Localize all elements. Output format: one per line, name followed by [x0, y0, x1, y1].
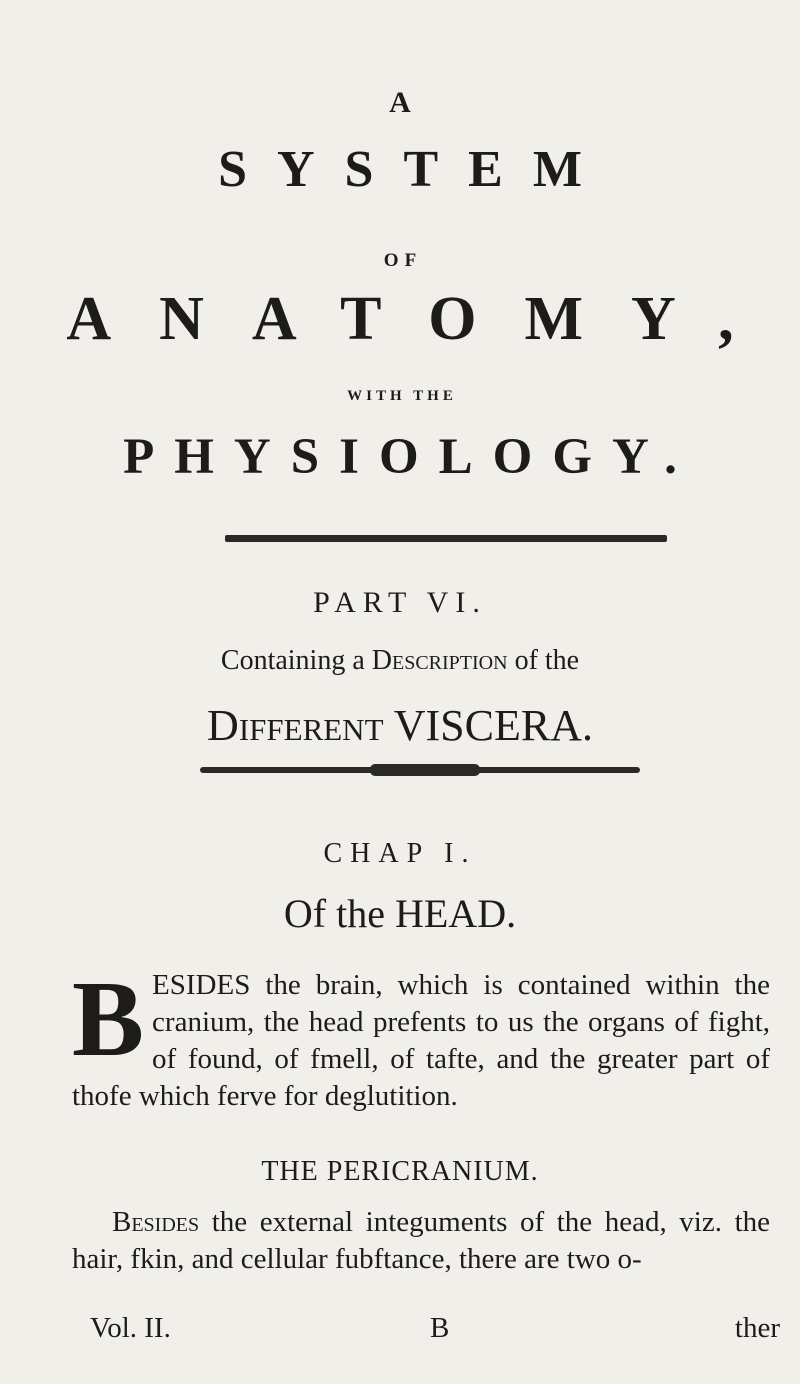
ornamental-rule-top	[225, 535, 667, 542]
title-line-system: SYSTEM	[218, 141, 612, 198]
part-subject	[0, 700, 800, 751]
paragraph-2-lead: Besides	[112, 1206, 200, 1238]
part-subject-viscera: VISCERA.	[383, 701, 593, 750]
title-line-of: OF	[383, 250, 423, 271]
paragraph-besides-integuments	[72, 1204, 770, 1278]
part-description-smallcaps: Description	[371, 645, 508, 676]
chapter-heading: CHAP I.	[323, 838, 477, 869]
ornamental-rule-middle	[200, 767, 640, 773]
paragraph-besides-brain	[72, 960, 770, 1115]
part-description-prefix: Containing a	[220, 645, 372, 676]
drop-cap: B	[72, 960, 145, 1079]
footer-signature-mark: B	[430, 1312, 450, 1344]
page-footer	[90, 1312, 780, 1352]
title-line-physiology: PHYSIOLOGY.	[123, 429, 697, 485]
part-subject-different: Different	[207, 701, 384, 750]
title-line-anatomy: ANATOMY,	[66, 285, 782, 353]
footer-catchword: ther	[734, 1312, 780, 1344]
chapter-subject: Of the HEAD.	[283, 891, 517, 936]
part-heading: PART VI.	[313, 586, 487, 619]
part-description	[0, 645, 800, 677]
title-line-a: A	[389, 86, 411, 119]
title-line-with-the: WITH THE	[347, 388, 457, 404]
paragraph-2-text: the external integuments of the head, viz. the hair, fkin, and cellular fubftance, there are two o-	[72, 1206, 770, 1275]
section-heading-pericranium: THE PERICRANIUM.	[261, 1156, 539, 1187]
footer-volume: Vol. II.	[90, 1312, 171, 1344]
paragraph-1-text: ESIDES the brain, which is contained within the cranium, the head prefents to us the organs of fight, of found, of fmell, of tafte, and the greater part of thofe which ferve for deglutition.	[72, 969, 770, 1112]
part-description-suffix: of the	[507, 645, 580, 676]
